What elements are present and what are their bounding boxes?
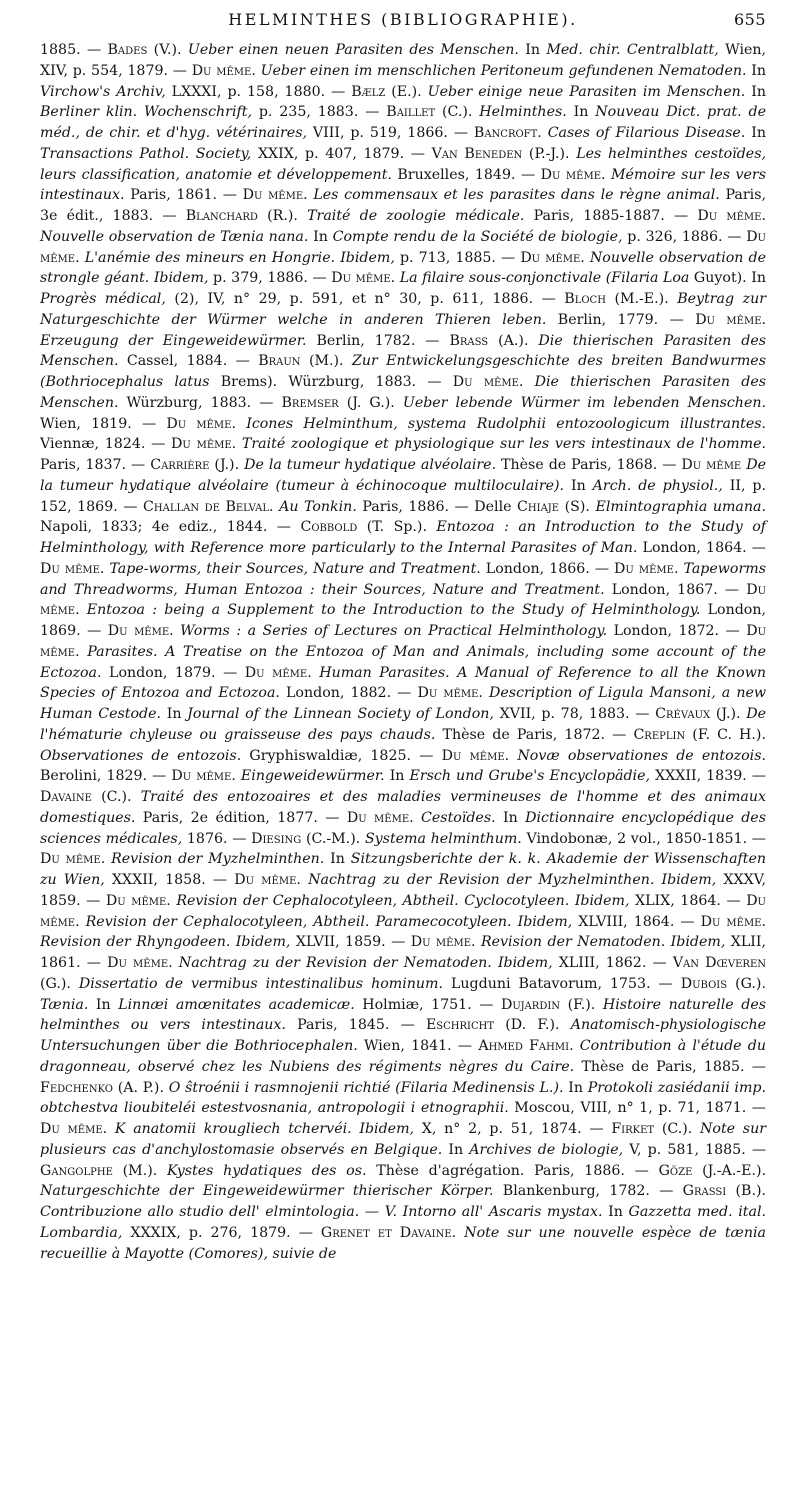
author-name: Du même: [105, 892, 167, 909]
title-run: Erzeugung der Eingeweidewürmer.: [40, 332, 307, 349]
title-run: L'anémie des mineurs en Hongrie. Ibidem,: [84, 249, 395, 266]
text-run: XLVIII, 1864. —: [572, 913, 701, 930]
text-run: II, p. 152, 1869. —: [40, 477, 766, 515]
author-name: Du même: [40, 623, 767, 660]
title-run: Elmintographia umana.: [595, 498, 766, 515]
text-run: Paris, 1885-1887. —: [524, 208, 698, 224]
author-name: Du même: [410, 934, 471, 951]
author-name: Du même: [234, 872, 297, 888]
text-run: Blankenburg, 1782. —: [493, 1183, 683, 1200]
title-run: Dictionnaire encyclopédique des sciences médicales,: [40, 809, 766, 847]
text-run: In: [746, 62, 766, 79]
text-run: .: [451, 1224, 465, 1241]
title-run: O ŝtroénii i rasmnojenii richtié (Filaria Medinensis L.).: [168, 1079, 564, 1096]
title-run: Beytrag zur Naturgeschichte der Würmer welche in anderen Thieren leben.: [40, 291, 766, 328]
title-run: Entozoa : an Introduction to the Study of Helminthology, with Reference more particularly to the Internal Parasites of Man.: [40, 519, 766, 556]
title-run: Cases of Filarious Disease.: [547, 125, 746, 141]
text-run: (2), IV, n° 29, p. 591, et n° 30, p. 611, 1886. —: [165, 291, 565, 307]
text-run: (C.).: [91, 789, 141, 805]
title-run: Traité des entozoaires et des maladies vermineuses de l'homme et des animaux domestiques.: [40, 789, 766, 826]
author-name: Challan de Belval: [143, 498, 270, 515]
title-run: Traité de zoologie médicale.: [307, 208, 525, 224]
text-run: (B.).: [726, 1183, 766, 1200]
author-name: Du même: [40, 560, 100, 577]
text-run: .: [75, 249, 85, 266]
text-run: Brems). Würzburg, 1883. —: [209, 374, 453, 390]
text-run: Thèse de Paris, 1885. —: [574, 1058, 766, 1075]
text-run: .: [251, 62, 261, 79]
title-run: Entozoa : being a Supplement to the Introduction to the Study of Helminthology.: [86, 602, 701, 619]
text-run: XLIII, 1862. —: [552, 955, 673, 971]
title-run: Description of Ligula Mansoni, a new Human Cestode.: [40, 685, 767, 722]
title-run: Traité zoologique et physiologique sur les vers intestinaux de l'homme.: [241, 436, 766, 453]
author-name: Göze: [658, 1162, 693, 1179]
text-run: XXXIX, p. 276, 1879. —: [122, 1224, 321, 1241]
title-run: Zur Entwickelungsgeschichte des breiten Bandwurmes (Bothriocephalus latus: [40, 353, 766, 390]
text-run: (C.).: [435, 104, 480, 121]
title-run: Novæ observationes de entozois.: [517, 747, 766, 764]
author-name: Du même: [346, 809, 410, 826]
author-name: Eschricht: [425, 1017, 495, 1034]
author-name: Carrière: [150, 457, 210, 473]
author-name: Du même: [540, 166, 602, 183]
text-run: (F. C. H.).: [685, 726, 766, 743]
text-run: In: [442, 1141, 470, 1158]
author-name: Dujardin: [501, 996, 561, 1013]
text-run: Napoli, 1833; 4e ediz., 1844. —: [40, 519, 301, 536]
title-run: Histoire naturelle des helminthes ou vers intestinaux.: [40, 996, 766, 1034]
text-run: .: [761, 311, 767, 328]
text-run: .: [296, 872, 309, 888]
title-run: Revision der Rhyngodeen. Ibidem,: [40, 934, 291, 951]
author-name: Grenet et Davaine: [320, 1224, 452, 1241]
text-run: 1876. —: [182, 830, 252, 847]
author-name: Du même: [695, 311, 762, 328]
text-run: (M.-E.).: [605, 291, 678, 307]
title-run: Ueber einen im menschlichen Peritoneum gefundenen Nematoden.: [260, 62, 747, 79]
text-run: Bruxelles, 1849. —: [391, 166, 541, 183]
title-run: Icones Helminthum, systema Rudolphii entozoologicum illustrantes.: [246, 415, 767, 432]
text-run: Vindobonæ, 2 vol., 1850-1851. —: [521, 830, 766, 847]
author-name: Du même: [107, 955, 169, 971]
text-run: London, 1869. —: [40, 602, 766, 639]
text-run: X, n° 2, p. 51, 1874. —: [414, 1121, 612, 1137]
text-run: In: [495, 809, 526, 826]
text-run: In: [384, 768, 410, 785]
text-run: (E.).: [385, 83, 428, 100]
author-name: Du même: [244, 664, 308, 681]
text-run: Berlin, 1782. —: [306, 332, 450, 349]
text-run: (C.-M.).: [301, 830, 365, 847]
title-run: Mémoire sur les vers intestinaux.: [40, 166, 766, 204]
text-run: Wien, XIV, p. 554, 1879. —: [40, 42, 767, 79]
text-run: (A. P.).: [112, 1079, 169, 1096]
author-name: Du même: [520, 249, 581, 266]
author-name: Braun: [258, 353, 301, 370]
title-run: Berliner klin. Wochenschrift,: [40, 104, 252, 121]
title-run: K anatomii krougliech tchervéi. Ibidem,: [114, 1121, 415, 1137]
text-run: Cassel, 1884. —: [118, 353, 259, 370]
title-run: Anatomisch-physiologische Untersuchungen über die Bothriocephalen.: [40, 1017, 766, 1054]
text-run: (S).: [559, 498, 596, 515]
text-run: .: [169, 623, 181, 639]
author-name: Bancroft: [473, 125, 538, 141]
author-name: Du même: [40, 1121, 103, 1137]
author-name: Bloch: [564, 291, 606, 307]
text-run: .: [307, 664, 320, 681]
text-run: .: [761, 913, 766, 930]
text-run: .: [537, 125, 548, 141]
author-name: Van Beneden: [431, 145, 523, 162]
text-run: London, 1864. —: [637, 540, 766, 556]
text-run: (J.-A.-E.).: [692, 1162, 766, 1179]
text-run: .: [390, 270, 400, 287]
text-run: .: [580, 249, 590, 266]
text-run: London, 1872. —: [607, 623, 747, 639]
title-run: Tænia.: [40, 996, 89, 1013]
author-name: Ahmed Fahmi: [478, 1038, 570, 1054]
title-run: Revision der Nematoden. Ibidem,: [480, 934, 726, 951]
title-run: Virchow's Archiv,: [40, 83, 166, 100]
text-run: In: [324, 851, 351, 868]
text-run: In: [518, 42, 547, 58]
title-run: Ueber lebende Würmer im lebenden Menschen.: [402, 394, 766, 411]
text-run: (R.).: [257, 208, 308, 224]
author-name: Cobbold: [300, 519, 358, 536]
author-name: Du même: [40, 892, 766, 930]
text-run: XXXII, 1858. —: [104, 872, 235, 888]
author-name: Baillet: [386, 104, 436, 121]
title-run: Gazzetta med. ital. Lombardia,: [40, 1204, 766, 1241]
text-run: In: [308, 228, 333, 245]
text-run: (V.).: [147, 42, 188, 58]
title-run: Revision der Myzhelminthen.: [111, 851, 325, 868]
text-run: In: [566, 104, 596, 121]
text-run: .: [102, 1121, 115, 1137]
text-run: .: [269, 498, 280, 515]
title-run: Die thierischen Parasiten des Menschen.: [40, 332, 767, 370]
title-run: Progrès médical,: [40, 291, 166, 307]
text-run: XLII, 1861. —: [40, 934, 766, 971]
text-run: London, 1882. —: [279, 685, 418, 702]
author-name: Du même: [107, 623, 170, 639]
author-name: Dubois: [680, 975, 728, 992]
text-run: Thèse d'agrégation. Paris, 1886. —: [366, 1162, 659, 1179]
author-name: Bades: [107, 42, 148, 58]
title-run: Au Tonkin.: [279, 498, 357, 515]
text-run: (D. F.).: [494, 1017, 571, 1034]
title-run: Arch. de physiol.,: [592, 477, 723, 494]
text-run: XVII, p. 78, 1883. —: [493, 706, 656, 722]
author-name: Du même: [242, 187, 304, 204]
text-run: (T. Sp.).: [357, 519, 437, 536]
text-run: XXXII, 1839. —: [650, 768, 766, 785]
text-run: Holmiæ, 1751. —: [354, 996, 502, 1013]
title-run: Les helminthes cestoïdes, leurs classification, anatomie et développement.: [40, 145, 766, 183]
text-run: Würzburg, 1883. —: [118, 394, 282, 411]
author-name: Du même: [171, 768, 232, 785]
author-name: Bremser: [281, 394, 339, 411]
author-name: Du même: [40, 228, 766, 266]
running-head: [40, 0, 766, 40]
text-run: In: [564, 477, 593, 494]
text-run: p. 713, 1885. —: [394, 249, 521, 266]
title-run: Contribution à l'étude du dragonneau, observé chez les Nubiens des régiments nègres du Caire.: [40, 1038, 766, 1075]
title-run: Compte rendu de la Société de biologie,: [332, 228, 623, 245]
text-run: London, 1867. —: [604, 581, 747, 598]
author-name: Du même: [191, 62, 252, 79]
text-run: Paris, 2e édition, 1877. —: [135, 809, 347, 826]
text-run: Wien, 1841. —: [357, 1038, 479, 1054]
title-run: Med. chir. Centralblatt,: [546, 42, 719, 58]
text-run: Paris, 1845. —: [285, 1017, 426, 1034]
text-run: (J.).: [209, 457, 245, 473]
text-run: .: [100, 851, 112, 868]
title-run: Worms : a Series of Lectures on Practical Helminthology.: [180, 623, 608, 639]
author-name: Crévaux: [655, 706, 711, 722]
author-name: Du même: [697, 208, 762, 224]
text-run: London, 1866. —: [480, 560, 615, 577]
running-title: HELMINTHES (BIBLIOGRAPHIE).: [228, 10, 578, 29]
title-run: De l'hématurie chyleuse ou graisseuse des pays chauds.: [40, 706, 766, 743]
text-run: .: [75, 913, 86, 930]
author-name: Chiaje: [517, 498, 560, 515]
text-run: Paris, 3e édit., 1883. —: [40, 187, 766, 224]
text-run: (F.).: [560, 996, 603, 1013]
text-run: .: [166, 892, 177, 909]
text-run: XXXV, 1859. —: [40, 872, 766, 909]
text-run: Paris, 1837. —: [40, 457, 151, 473]
bibliography-text: [40, 40, 766, 1264]
title-run: Parasites. A Treatise on the Entozoa of Man and Animals, including some account of the Ectozoa.: [40, 643, 766, 681]
text-run: .: [303, 187, 314, 204]
text-run: .: [471, 934, 481, 951]
text-run: .: [99, 560, 110, 577]
text-run: In: [563, 1079, 588, 1096]
title-run: Linnæi amœnitates academicæ.: [118, 996, 355, 1013]
author-name: Blanchard: [185, 208, 258, 224]
title-run: Tape-worms, their Sources, Nature and Treatment.: [109, 560, 481, 577]
text-run: .: [518, 374, 535, 390]
text-run: 1885. —: [40, 42, 108, 58]
text-run: p. 235, 1883. —: [251, 104, 387, 121]
text-run: Berlin, 1779. —: [546, 311, 696, 328]
title-run: Nachtrag zu der Revision der Nematoden. Ibidem,: [178, 955, 553, 971]
title-run: Eingeweidewürmer.: [240, 768, 385, 785]
text-run: VIII, p. 519, 1866. —: [307, 125, 474, 141]
text-run: .: [601, 166, 612, 183]
text-run: V, p. 581, 1885. —: [623, 1141, 767, 1158]
text-run: Paris, 1861. —: [124, 187, 243, 204]
title-run: Contribuzione allo studio dell' elmintologia. — V. Intorno all' Ascaris mystax.: [40, 1204, 603, 1220]
author-name: Du même: [331, 270, 391, 287]
author-name: Du même: [614, 560, 674, 577]
title-run: Revision der Cephalocotyleen, Abtheil. Cyclocotyleen. Ibidem,: [176, 892, 630, 909]
title-run: Sitzungsberichte der k. k. Akademie der Wissenschaften zu Wien,: [40, 851, 767, 888]
text-run: XLVII, 1859. —: [290, 934, 411, 951]
author-name: Fedchenko: [40, 1079, 113, 1096]
text-run: .: [231, 415, 247, 432]
title-run: Dissertatio de vermibus intestinalibus hominum.: [78, 975, 443, 992]
text-run: .: [231, 768, 241, 785]
text-run: .: [673, 560, 684, 577]
title-run: Journal of the Linnean Society of London,: [187, 706, 494, 722]
author-name: Bælz: [351, 83, 386, 100]
text-run: .: [75, 602, 87, 619]
title-run: Helminthes.: [479, 104, 567, 121]
text-run: p. 326, 1886. —: [622, 228, 747, 245]
text-run: Wien, 1819. —: [40, 415, 167, 432]
title-run: Archives de biologie,: [469, 1141, 624, 1158]
author-name: Van Dœveren: [672, 955, 767, 971]
text-run: (J.).: [710, 706, 747, 722]
text-run: .: [75, 643, 88, 660]
author-name: Diesing: [251, 830, 302, 847]
title-run: Note sur une nouvelle espèce de tænia recueillie à Mayotte (Comores), suivie de: [40, 1224, 766, 1262]
text-run: (A.).: [488, 332, 539, 349]
title-run: Nouvelle observation de Tænia nana.: [40, 228, 309, 245]
author-name: Creplin: [633, 726, 686, 743]
author-name: Brass: [449, 332, 489, 349]
text-run: LXXXI, p. 158, 1880. —: [165, 83, 352, 100]
text-run: .: [761, 208, 766, 224]
text-run: Moscou, VIII, n° 1, p. 71, 1871. —: [508, 1100, 766, 1117]
title-run: Ersch und Grube's Encyclopädie,: [409, 768, 650, 785]
title-run: Die thierischen Parasiten des Menschen.: [40, 374, 767, 411]
author-name: Du même: [40, 581, 767, 619]
author-name: Du même: [417, 685, 479, 702]
title-run: Nouveau Dict. prat. de méd., de chir. et d'hyg. vétérinaires,: [40, 104, 766, 141]
text-run: .: [569, 1038, 580, 1054]
author-name: Du même: [452, 374, 519, 390]
author-name: Du même: [700, 913, 762, 930]
text-run: In: [602, 1204, 629, 1220]
text-run: .: [504, 747, 518, 764]
author-name: Du même: [441, 747, 505, 764]
title-run: La filaire sous-conjonctivale (Filaria Loa: [399, 270, 690, 287]
text-run: In: [88, 996, 119, 1013]
title-run: Nouvelle observation de strongle géant. Ibidem,: [40, 249, 766, 287]
text-run: Viennæ, 1824. —: [40, 436, 172, 453]
author-name: Du même: [171, 436, 232, 453]
title-run: De la tumeur hydatique alvéolaire.: [244, 457, 497, 473]
text-run: (M.).: [300, 353, 352, 370]
text-run: (G.).: [40, 975, 79, 992]
text-run: In: [745, 125, 766, 141]
title-run: Ueber einige neue Parasiten im Menschen.: [427, 83, 746, 100]
author-name: Du même: [166, 415, 232, 432]
author-name: Du même: [681, 457, 742, 473]
text-run: .: [409, 809, 422, 826]
title-run: Nachtrag zu der Revision der Myzhelminthen. Ibidem,: [308, 872, 717, 888]
text-run: In: [745, 83, 767, 100]
author-name: Firket: [611, 1121, 655, 1137]
title-run: Tapeworms and Threadworms, Human Entozoa : their Sources, Nature and Treatment.: [40, 560, 766, 598]
title-run: Revision der Cephalocotyleen, Abtheil. Paramecocotyleen. Ibidem,: [85, 913, 573, 930]
text-run: (G.).: [727, 975, 766, 992]
text-run: .: [478, 685, 490, 702]
title-run: Les commensaux et les parasites dans le règne animal.: [313, 187, 720, 204]
author-name: Gangolphe: [40, 1162, 113, 1179]
text-run: Thèse de Paris, 1872. —: [435, 726, 634, 743]
page-number: 655: [733, 10, 766, 29]
text-run: Lugduni Batavorum, 1753. —: [442, 975, 681, 992]
title-run: Human Parasites. A Manual of Reference to all the Known Species of Entozoa and Ectozoa.: [40, 664, 766, 702]
text-run: Guyot). In: [689, 270, 766, 287]
text-run: XXIX, p. 407, 1879. —: [251, 145, 432, 162]
title-run: Systema helminthum.: [364, 830, 522, 847]
text-run: Thèse de Paris, 1868. —: [496, 457, 682, 473]
title-run: Cestoïdes.: [421, 809, 496, 826]
text-run: (J. G.).: [338, 394, 403, 411]
title-run: Transactions Pathol. Society,: [40, 145, 252, 162]
text-run: (C.).: [654, 1121, 700, 1137]
title-run: Naturgeschichte der Eingeweidewürmer thierischer Körper.: [40, 1183, 494, 1200]
text-run: London, 1879. —: [101, 664, 245, 681]
title-run: Ueber einen neuen Parasiten des Menschen.: [187, 42, 519, 58]
author-name: Du même: [40, 851, 101, 868]
text-run: .: [231, 436, 242, 453]
author-name: Davaine: [40, 789, 92, 805]
text-run: XLIX, 1864. —: [629, 892, 747, 909]
title-run: Protokoli zasiédanii imp. obtchestva lioubiteléi estestvosnania, antropologii i etnographii.: [40, 1079, 766, 1117]
title-run: Kystes hydatiques des os.: [167, 1162, 367, 1179]
text-run: Berolini, 1829. —: [40, 768, 172, 785]
text-run: Paris, 1886. — Delle: [356, 498, 518, 515]
title-run: Note sur plusieurs cas d'anchylostomasie observés en Belgique.: [40, 1121, 766, 1158]
author-name: Grassi: [682, 1183, 727, 1200]
title-run: De la tumeur hydatique alvéolaire (tumeur à échinocoque multiloculaire).: [40, 457, 766, 494]
text-run: (M.).: [112, 1162, 167, 1179]
text-run: p. 379, 1886. —: [208, 270, 332, 287]
text-run: Gryphiswaldiæ, 1825. —: [241, 747, 442, 764]
text-run: .: [168, 955, 179, 971]
text-run: (P.-J.).: [522, 145, 577, 162]
text-run: In: [161, 706, 188, 722]
title-run: Observationes de entozois.: [40, 747, 242, 764]
